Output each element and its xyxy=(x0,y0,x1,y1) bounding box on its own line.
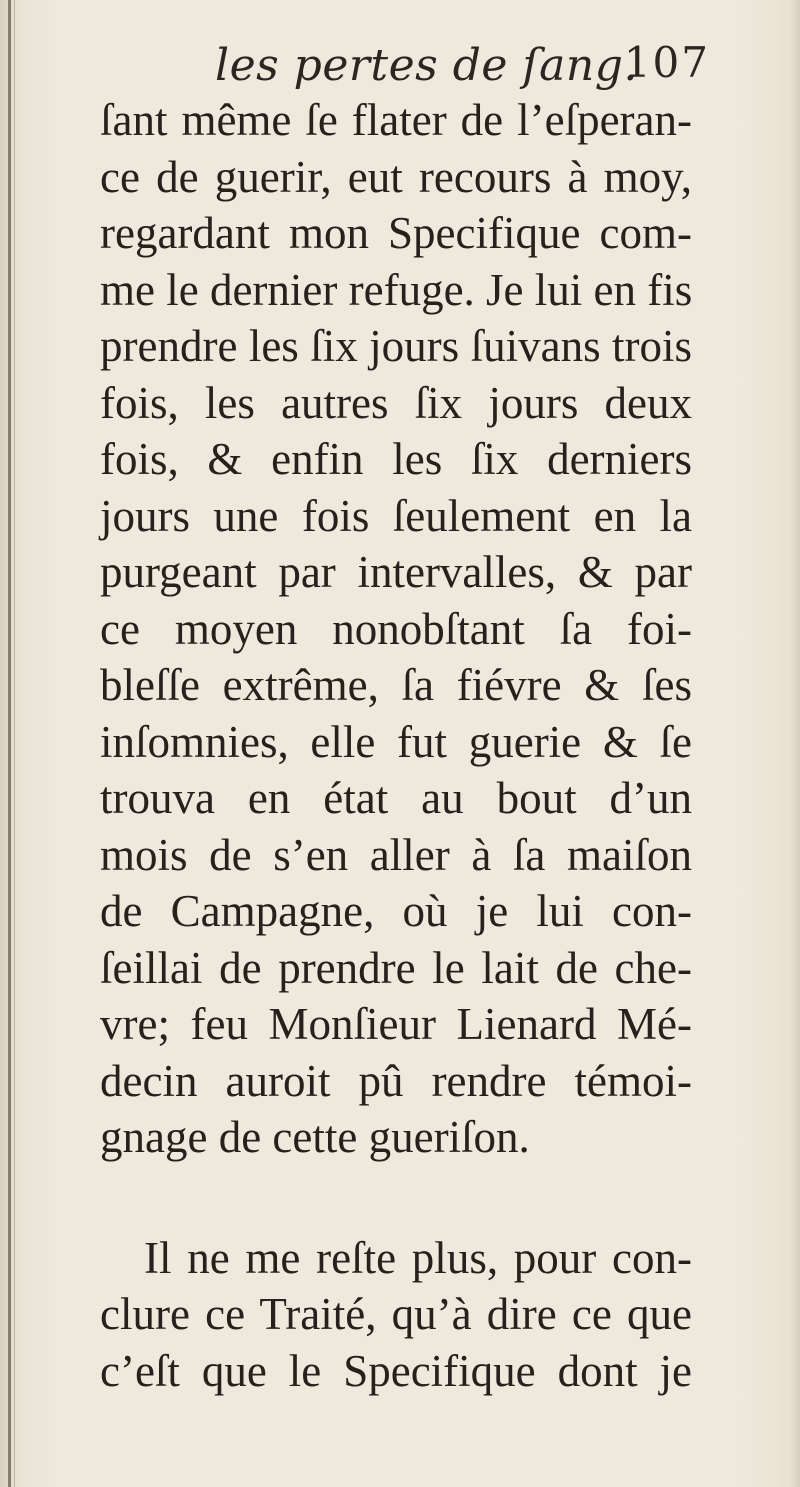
text-line: inſomnies, elle fut guerie & ſe xyxy=(100,716,692,767)
text-line: de Campagne, où je lui con- xyxy=(100,886,692,936)
text-line: clure ce Traité, qu’à dire ce que xyxy=(100,1289,692,1339)
text-line: fois, les autres ſix jours deux xyxy=(100,377,692,428)
paragraph-gap xyxy=(100,1166,692,1230)
running-head xyxy=(215,38,710,94)
paragraph-2 xyxy=(100,1230,692,1400)
page-number: 107 xyxy=(623,38,710,87)
text-line: ſant même ſe flater de l’eſperan- xyxy=(100,95,692,145)
text-line: me le dernier refuge. Je lui en fis xyxy=(100,264,693,315)
page-gutter-edge xyxy=(14,0,15,1487)
text-line: ſeillai de prendre le lait de che- xyxy=(100,942,692,993)
text-line: regardant mon Specifique com- xyxy=(100,208,692,258)
text-line: ce moyen nonobſtant ſa foi- xyxy=(100,603,692,654)
text-line: decin auroit pû rendre témoi- xyxy=(100,1055,692,1106)
text-line: purgeant par intervalles, & par xyxy=(100,547,692,597)
text-line: ce de guerir, eut recours à moy, xyxy=(100,151,692,202)
text-line: gnage de cette gueriſon. xyxy=(100,1112,530,1162)
text-line: Il ne me reſte plus, pour con- xyxy=(144,1232,692,1283)
page-gutter-shadow xyxy=(8,0,11,1487)
text-line: vre; feu Monſieur Lienard Mé- xyxy=(100,999,692,1049)
body-text xyxy=(100,92,692,1399)
text-line: c’eſt que le Specifique dont je xyxy=(100,1345,692,1396)
text-line: fois, & enfin les ſix derniers xyxy=(100,434,692,484)
paragraph-1 xyxy=(100,92,692,1166)
text-line: trouva en état au bout d’un xyxy=(100,773,692,823)
text-line: mois de s’en aller à ſa maiſon xyxy=(100,829,692,880)
text-line: prendre les ſix jours ſuivans trois xyxy=(100,321,692,371)
text-line: jours une fois ſeulement en la xyxy=(100,490,692,541)
running-head-title: les pertes de ſang. xyxy=(215,40,638,91)
text-line: bleſſe extrême, ſa fiévre & ſes xyxy=(100,660,692,710)
